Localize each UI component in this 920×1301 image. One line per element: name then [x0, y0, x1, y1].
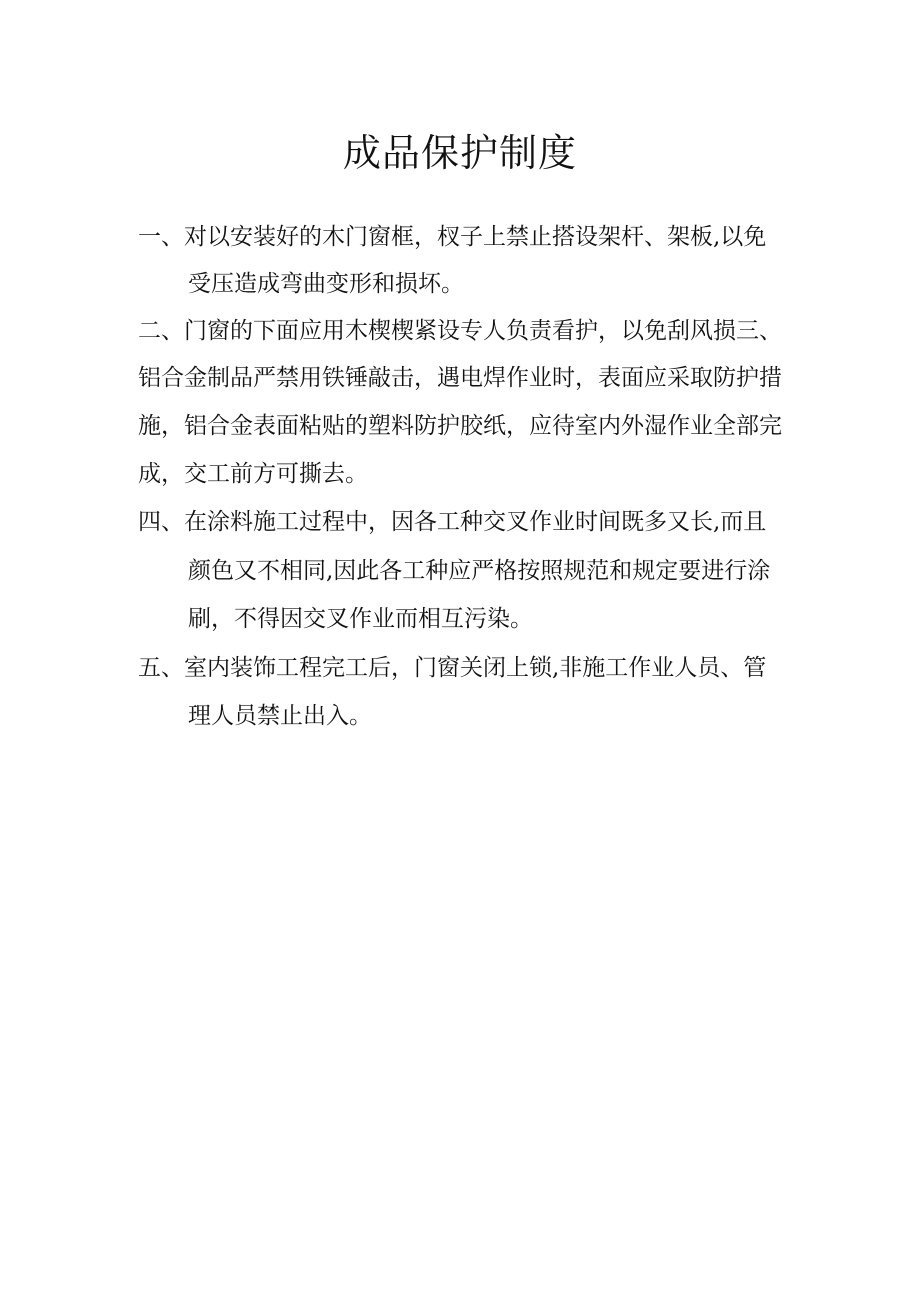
- item-5-line-2: 理人员禁止出入。: [188, 703, 372, 729]
- item-5-line-1: 五、室内装饰工程完工后，门窗关闭上锁,非施工作业人员、管: [138, 655, 767, 681]
- item-3-line-3: 成，交工前方可撕去。: [138, 461, 368, 487]
- item-3-line-1: 铝合金制品严禁用铁锤敲击，遇电焊作业时，表面应采取防护措: [138, 365, 782, 391]
- item-4-line-2: 颜色又不相同,因此各工种应严格按照规范和规定要进行涂: [188, 558, 771, 584]
- item-1-line-2: 受压造成弯曲变形和损坏。: [188, 271, 464, 297]
- item-1-line-1: 一、对以安装好的木门窗框，杈子上禁止搭设架杆、架板,以免: [138, 224, 767, 250]
- page-title: 成品保护制度: [342, 131, 577, 175]
- item-4-line-3: 刷，不得因交叉作业而相互污染。: [188, 606, 533, 632]
- item-3-line-2: 施，铝合金表面粘贴的塑料防护胶纸，应待室内外湿作业全部完: [138, 413, 782, 439]
- item-4-line-1: 四、在涂料施工过程中，因各工种交叉作业时间既多又长,而且: [138, 509, 767, 535]
- item-2-line-1: 二、门窗的下面应用木楔楔紧设专人负责看护，以免刮风损三、: [138, 318, 782, 344]
